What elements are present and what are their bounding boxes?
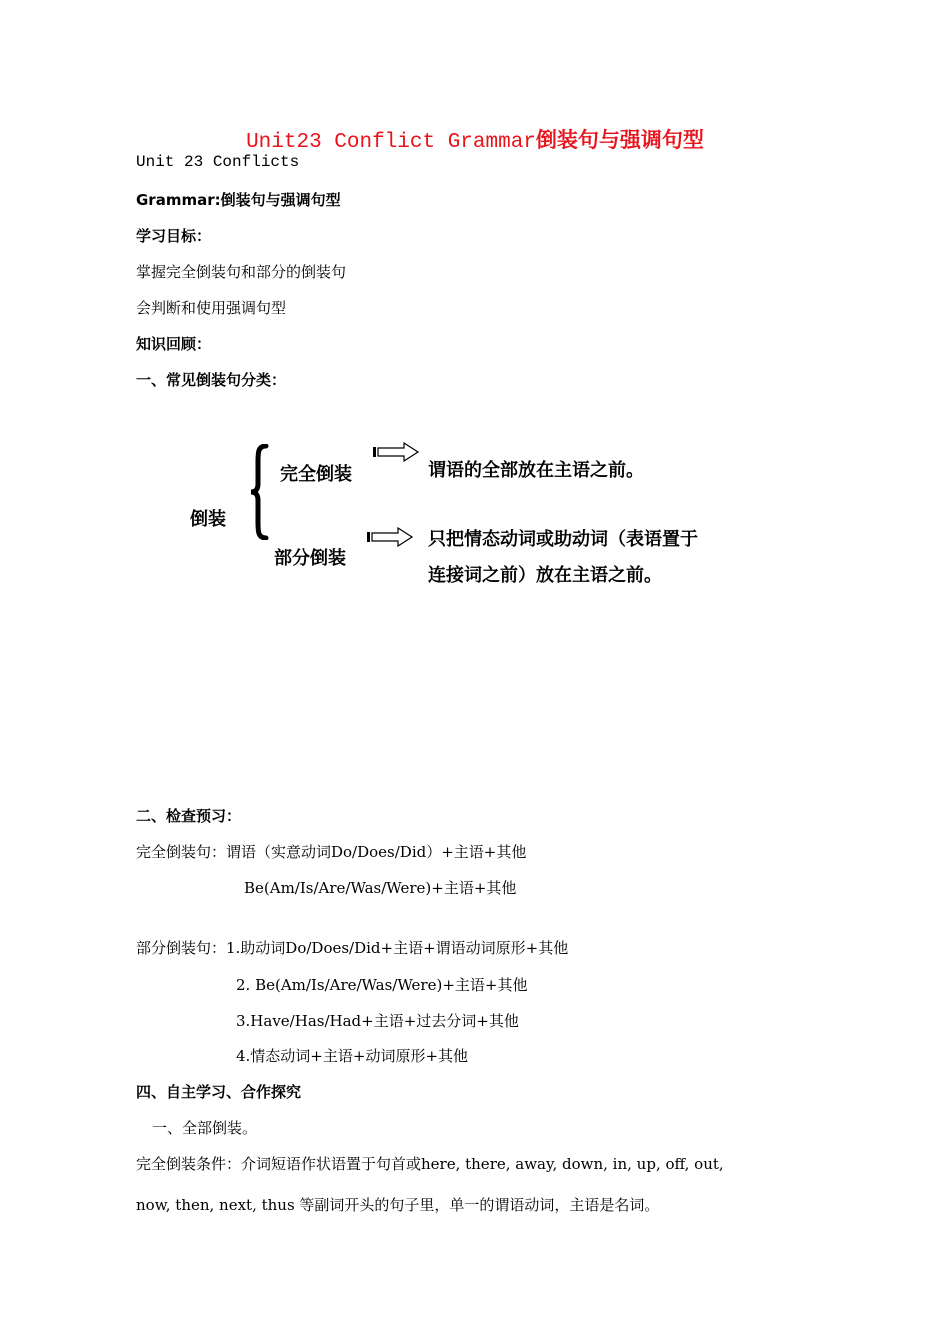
full-inversion-pattern-2: Be(Am/Is/Are/Was/Were)+主语+其他 bbox=[244, 879, 517, 897]
arrow-right-icon bbox=[366, 527, 414, 547]
partial-inversion-pattern-1: 部分倒装句：1.助动词Do/Does/Did+主语+谓语动词原形+其他 bbox=[136, 939, 569, 957]
diagram-full-description: 谓语的全部放在主语之前。 bbox=[428, 460, 644, 481]
diagram-branch-partial: 部分倒装 bbox=[274, 548, 346, 569]
full-inversion-condition-2: now, then, next, thus 等副词开头的句子里，单一的谓语动词，主语是名词。 bbox=[136, 1196, 660, 1214]
grammar-line: Grammar:倒装句与强调句型 bbox=[136, 191, 341, 209]
diagram-partial-description-1: 只把情态动词或助动词（表语置于 bbox=[428, 529, 698, 550]
goals-heading: 学习目标： bbox=[136, 227, 212, 245]
title-chinese: 倒装句与强调句型 bbox=[535, 128, 704, 152]
title-english: Unit23 Conflict Grammar bbox=[246, 131, 536, 154]
unit-line: Unit 23 Conflicts bbox=[136, 153, 300, 171]
arrow-right-icon bbox=[372, 442, 420, 462]
partial-inversion-pattern-3: 3.Have/Has/Had+主语+过去分词+其他 bbox=[236, 1012, 519, 1030]
diagram-partial-description-2: 连接词之前）放在主语之前。 bbox=[428, 565, 662, 586]
full-inversion-subheading: 一、全部倒装。 bbox=[152, 1119, 258, 1137]
full-inversion-pattern-1: 完全倒装句：谓语（实意动词Do/Does/Did）+主语+其他 bbox=[136, 843, 527, 861]
section-four-heading: 四、自主学习、合作探究 bbox=[136, 1083, 302, 1101]
diagram-branch-full: 完全倒装 bbox=[280, 464, 352, 485]
brace-icon bbox=[248, 444, 272, 540]
goal-item-2: 会判断和使用强调句型 bbox=[136, 299, 287, 317]
partial-inversion-pattern-2: 2. Be(Am/Is/Are/Was/Were)+主语+其他 bbox=[236, 976, 528, 994]
section-two-heading: 二、检查预习： bbox=[136, 807, 242, 825]
full-inversion-condition-1: 完全倒装条件：介词短语作状语置于句首或here, there, away, down, in, up, off, out, bbox=[136, 1155, 724, 1173]
diagram-root-label: 倒装 bbox=[190, 509, 226, 530]
review-heading: 知识回顾： bbox=[136, 335, 212, 353]
document-title bbox=[0, 124, 950, 154]
section-one-heading: 一、常见倒装句分类： bbox=[136, 371, 287, 389]
goal-item-1: 掌握完全倒装句和部分的倒装句 bbox=[136, 263, 347, 281]
partial-inversion-pattern-4: 4.情态动词+主语+动词原形+其他 bbox=[236, 1047, 469, 1065]
